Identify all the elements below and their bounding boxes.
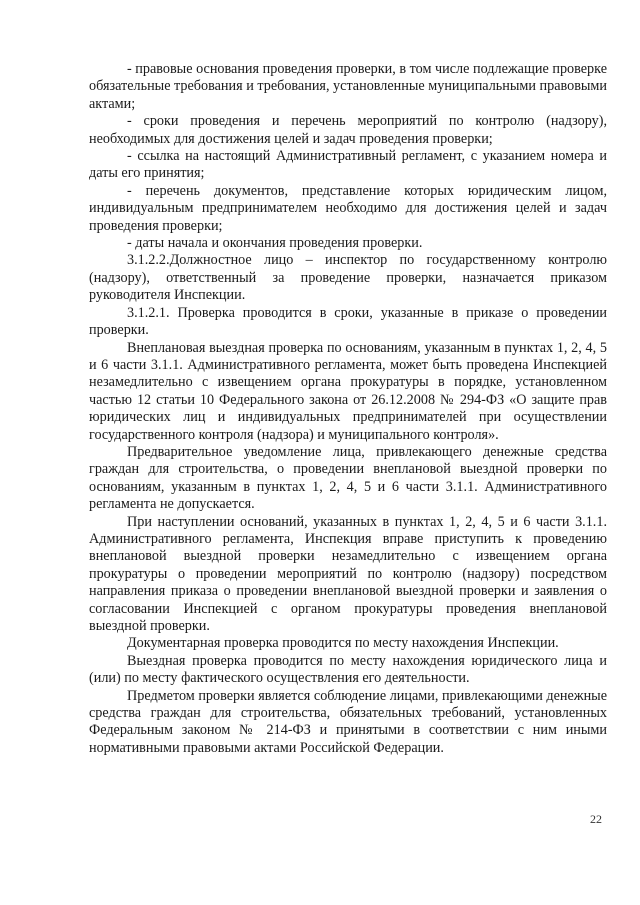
paragraph-list-item: - даты начала и окончания проведения проверки. [127,235,423,252]
paragraph-body: Выездная проверка проводится по месту нахождения юридического лица и (или) по месту фактического осуществления его деятельности. [89,652,607,687]
paragraph-clause: 3.1.2.2.Должностное лицо – инспектор по государственному контролю (надзору), ответственный за проведение проверки, назначается приказом руководителя Инспекции. [89,252,607,304]
paragraph-clause: 3.1.2.1. Проверка проводится в сроки, указанные в приказе о проведении проверки. [89,304,607,339]
paragraph-list-item: - сроки проведения и перечень мероприятий по контролю (надзору), необходимых для достижения целей и задач проведения проверки; [89,113,607,147]
paragraph-body: Внеплановая выездная проверка по основаниям, указанным в пунктах 1, 2, 4, 5 и 6 части 3.1.1. Административного регламента, может быть проведена Инспекцией незамедлительно с извещением органа прокуратуры в порядке, установленном частью 12 статьи 10 Федерального закона от 26.12.2008 № 294-ФЗ «О защите прав юридических лиц и индивидуальных предпринимателей при осуществлении государственного контроля (надзора) и муниципального контроля». [89,339,607,443]
paragraph-list-item: - перечень документов, представление которых юридическим лицом, индивидуальным предпринимателем необходимо для достижения целей и задач проведения проверки; [89,182,607,234]
paragraph-list-item: - ссылка на настоящий Административный регламент, с указанием номера и даты его принятия; [89,148,607,182]
paragraph-body: Предметом проверки является соблюдение лицами, привлекающими денежные средства граждан для строительства, обязательных требований, установленных Федеральным законом № 214-ФЗ и принятыми в соответствии с ним иными нормативными правовыми актами Российской Федерации. [89,687,607,756]
paragraph-body: Документарная проверка проводится по месту нахождения Инспекции. [127,635,559,652]
paragraph-body: Предварительное уведомление лица, привлекающего денежные средства граждан для строительства, о проведении внеплановой выездной проверки по основаниям, указанным в пунктах 1, 2, 4, 5 и 6 части 3.1.1. Административного регламента не допускается. [89,443,607,513]
page-number: 22 [590,812,602,826]
paragraph-body: При наступлении оснований, указанных в пунктах 1, 2, 4, 5 и 6 части 3.1.1. Административного регламента, Инспекция вправе приступить к проведению внеплановой выездной проверки незамедлительно с извещением органа прокуратуры о проведении мероприятий по контролю (надзору) посредством направления приказа о проведении внеплановой выездной проверки и заявления о согласовании Инспекцией с органом прокуратуры проведения внеплановой выездной проверки. [89,513,607,634]
paragraph-list-item: - правовые основания проведения проверки, в том числе подлежащие проверке обязательные требования и требования, установленные муниципальными правовыми актами; [89,61,607,112]
